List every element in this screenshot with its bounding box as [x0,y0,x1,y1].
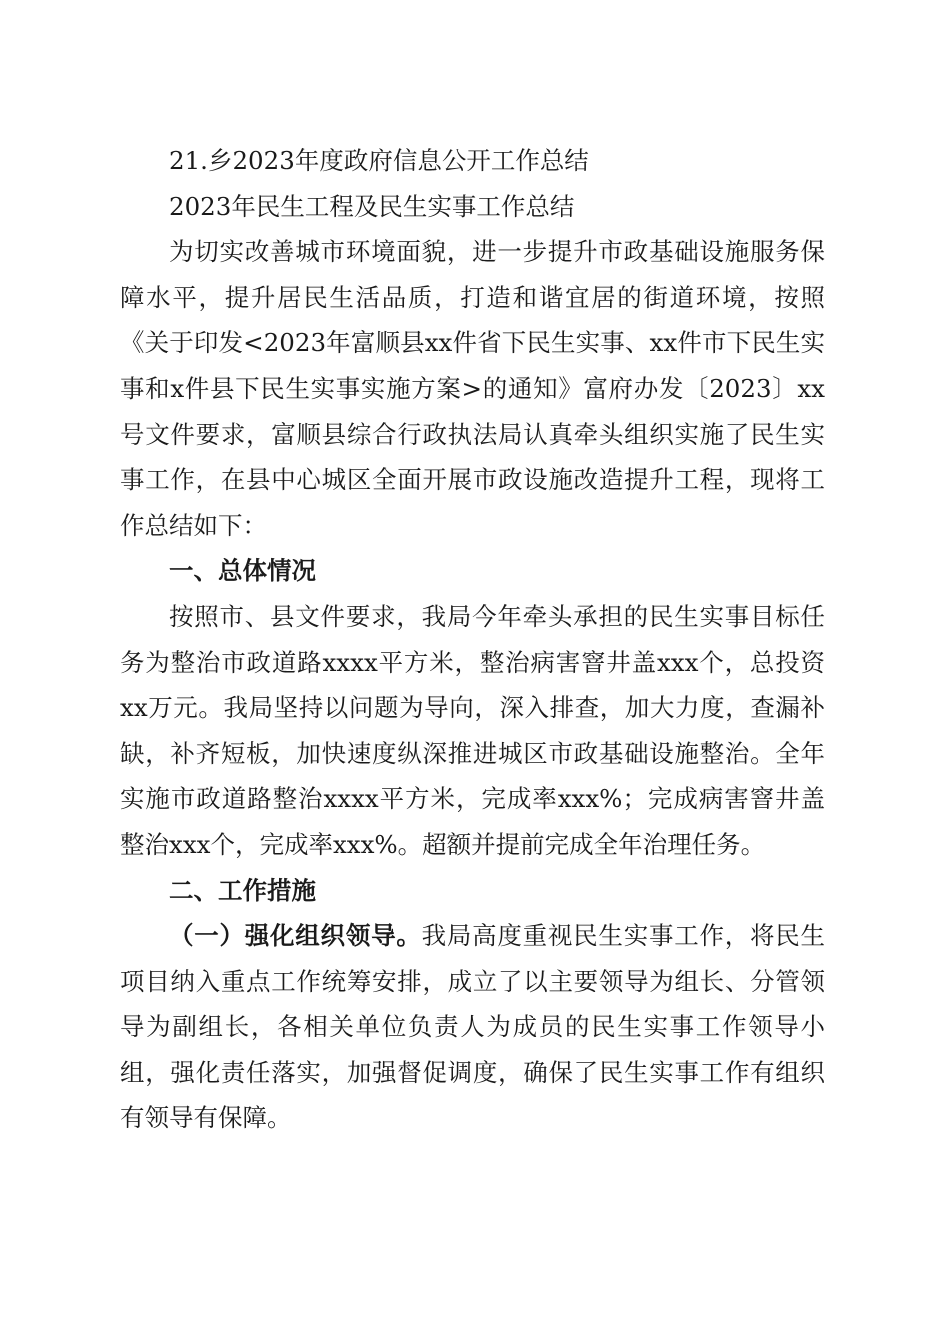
document-page [120,138,825,1141]
section-2-subsection-1-body: 我局高度重视民生实事工作，将民生项目纳入重点工作统筹安排，成立了以主要领导为组长、分管领导为副组长，各相关单位负责人为成员的民生实事工作领导小组，强化责任落实，加强督促调度，确保了民生实事工作有组织有领导有保障。 [120,921,826,1133]
section-2-subsection-1 [120,913,825,1141]
document-title-line-1: 21.乡2023年度政府信息公开工作总结 [169,146,589,175]
section-1-heading: 一、总体情况 [169,556,316,586]
section-2-heading: 二、工作措施 [169,875,316,905]
section-2-subsection-1-lead: （一）强化组织领导。 [169,921,422,951]
document-title-line-2: 2023年民生工程及民生实事工作总结 [169,191,575,221]
section-1-paragraph: 按照市、县文件要求，我局今年牵头承担的民生实事目标任务为整治市政道路xxxx平方米，整治病害窨井盖xxx个，总投资xx万元。我局坚持以问题为导向，深入排查，加大力度，查漏补缺，补齐短板，加快速度纵深推进城区市政基础设施整治。全年实施市政道路整治xxxx平方米，完成率xxx%；完成病害窨井盖整治xxx个，完成率xxx%。超额并提前完成全年治理任务。 [120,601,825,859]
intro-paragraph: 为切实改善城市环境面貌，进一步提升市政基础设施服务保障水平，提升居民生活品质，打造和谐宜居的街道环境，按照《关于印发<2023年富顺县xx件省下民生实事、xx件市下民生实事和x件县下民生实事实施方案>的通知》富府办发〔2023〕xx号文件要求，富顺县综合行政执法局认真牵头组织实施了民生实事工作，在县中心城区全面开展市政设施改造提升工程，现将工作总结如下： [120,237,825,540]
